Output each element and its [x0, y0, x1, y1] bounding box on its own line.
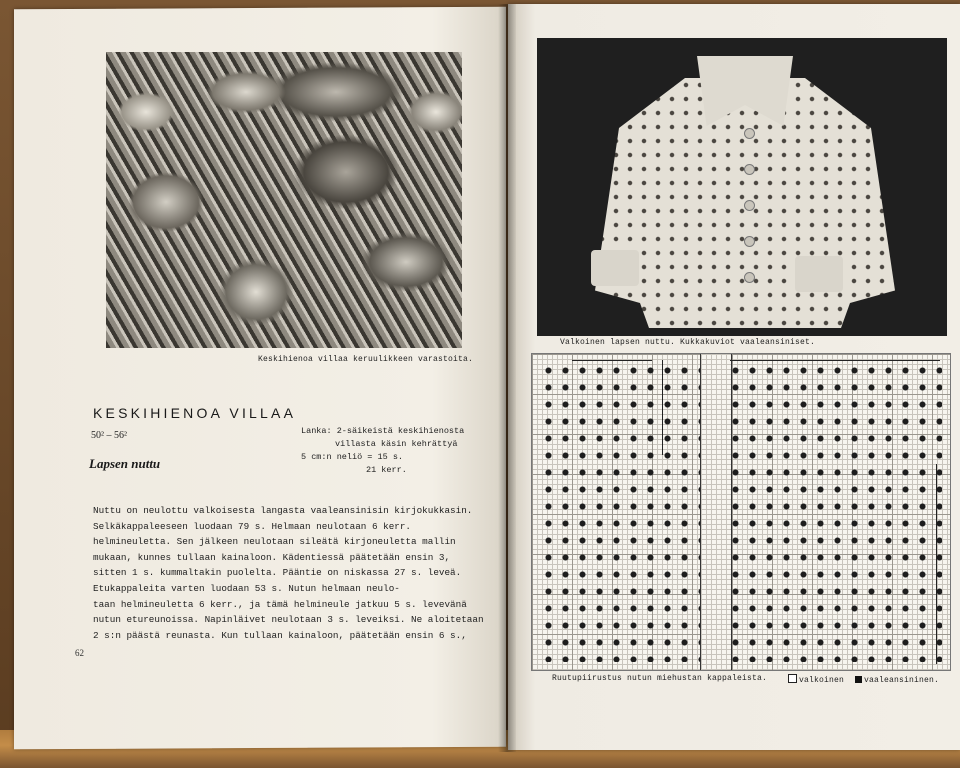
legend-white-label: valkoinen [799, 676, 845, 685]
body-line: nutun etureunoissa. Napinläivet neulotaan 3 s. leveiksi. Ne aloitetaan [93, 614, 484, 626]
body-line: Etukappaleita varten luodaan 53 s. Nutun helmaan neulo- [93, 582, 400, 594]
chart-legend [782, 674, 939, 685]
body-line: Nuttu on neulottu valkoisesta langasta vaaleansinisin kirjokukkasin. [93, 505, 473, 516]
yarn-spec-line-2: villasta käsin kehrättyä [335, 439, 458, 449]
legend-blue-square-icon [855, 676, 862, 683]
section-heading: KESKIHIENOA VILLAA [93, 405, 297, 421]
pattern-title: Lapsen nuttu [89, 456, 161, 471]
chart-side-line [936, 464, 937, 664]
chart-neck-line [572, 360, 652, 361]
chart-motif-grid [540, 362, 942, 662]
book-gutter [498, 4, 516, 752]
gauge-rows: 21 kerr. [366, 465, 407, 475]
body-line: 2 s:n päästä reunasta. Kun tullaan kainaloon, päätetään ensin 6 s., [93, 629, 467, 641]
body-line: Selkäkappaleeseen luodaan 79 s. Helmaan neulotaan 6 kerr. [93, 520, 412, 532]
size-range: 50² – 56² [91, 430, 127, 441]
left-cuff [591, 250, 639, 286]
yarn-spec-line-1: Lanka: 2-säikeistä keskihienosta [301, 426, 465, 436]
yarn-photo [106, 52, 462, 348]
legend-blue-label: vaaleansininen. [864, 676, 940, 685]
pattern-instructions [93, 503, 484, 643]
chart-armhole-line [662, 360, 663, 455]
chart-back-top-line [730, 360, 940, 361]
legend-white-square-icon [788, 674, 797, 683]
body-line: helmineuletta. Sen jälkeen neulotaan sileätä kirjoneuletta mallin [93, 536, 456, 548]
gauge-stitches: 5 cm:n neliö = 15 s. [301, 452, 404, 462]
page-number: 62 [75, 648, 84, 658]
chart-center-gap [700, 354, 732, 670]
right-cuff [795, 256, 843, 292]
body-line: taan helmineuletta 6 kerr., ja tämä helmineule jatkuu 5 s. levevänä [93, 598, 467, 610]
body-line: mukaan, kunnes tullaan kainaloon. Kädentiessä päätetään ensin 3, [93, 551, 451, 563]
knitting-chart [531, 353, 951, 671]
jacket-photo [537, 38, 947, 336]
body-line: sitten 1 s. kummaltakin puolelta. Pääntie on niskassa 27 s. leveä. [93, 567, 462, 579]
yarn-photo-caption: Keskihienoa villaa keruulikkeen varastoita. [258, 355, 474, 364]
jacket-photo-caption: Valkoinen lapsen nuttu. Kukkakuviot vaaleansiniset. [560, 338, 816, 347]
chart-caption: Ruutupiirustus nutun miehustan kappaleista. [552, 674, 768, 683]
